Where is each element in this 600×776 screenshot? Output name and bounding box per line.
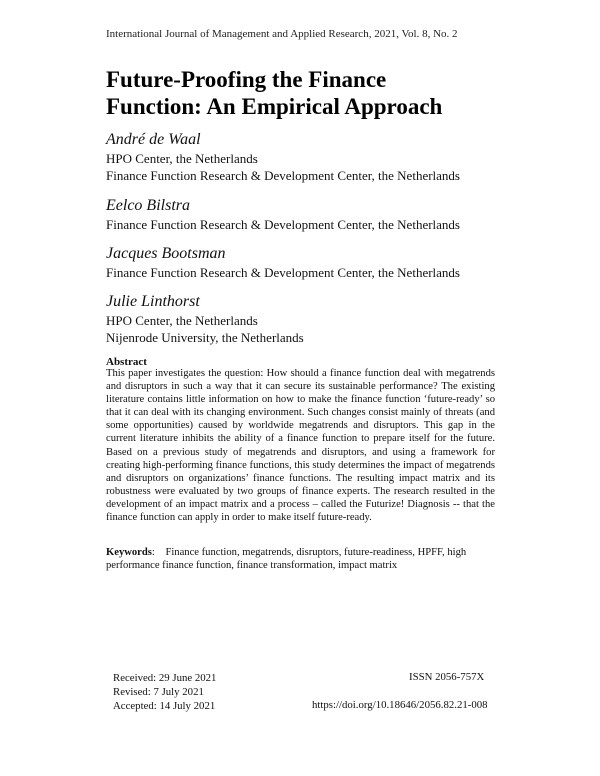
journal-header: International Journal of Management and Applied Research, 2021, Vol. 8, No. 2 xyxy=(106,28,458,40)
issn: ISSN 2056-757X xyxy=(409,671,485,683)
author-affiliation: Finance Function Research & Development Center, the Netherlands xyxy=(106,168,460,183)
author-name: Eelco Bilstra xyxy=(106,197,190,214)
author-block-2 xyxy=(106,196,460,233)
abstract-heading: Abstract xyxy=(106,356,147,368)
author-affiliation: HPO Center, the Netherlands xyxy=(106,151,258,166)
manuscript-dates xyxy=(113,671,216,713)
author-affiliation: Nijenrode University, the Netherlands xyxy=(106,330,304,345)
author-affiliation: HPO Center, the Netherlands xyxy=(106,313,258,328)
keywords-text: Finance function, megatrends, disruptors, future-readiness, HPFF, high performance finance function, finance transformation, impact matrix xyxy=(106,547,467,572)
keywords-separator: : xyxy=(151,547,155,558)
revised-date: Revised: 7 July 2021 xyxy=(113,686,204,698)
keywords-label: Keywords xyxy=(106,547,152,558)
author-block-1 xyxy=(106,130,460,184)
received-date: Received: 29 June 2021 xyxy=(113,672,217,684)
author-block-3 xyxy=(106,244,460,281)
author-block-4 xyxy=(106,292,304,346)
author-name: Jacques Bootsman xyxy=(106,245,226,262)
author-name: André de Waal xyxy=(106,131,201,148)
author-name: Julie Linthorst xyxy=(106,293,200,310)
abstract-text: This paper investigates the question: How should a finance function deal with megatrends and disruptors in such a way that it can secure its sustainable performance? The existing literature contains little information on how to make the finance function ‘future-ready’ so that it can deal with its changing environment. Such changes consist mainly of threats (and some opportunities) caused by worldwide megatrends and disruptors. This gap in the current literature inhibits the ability of a finance function to prepare itself for the future. Based on a previous study of megatrends and disruptors, and using a framework for creating high-performing finance functions, this study determines the impact of megatrends and disruptors on organizations’ finance functions. The resulting impact matrix and its robustness were evaluated by two groups of finance experts. The research resulted in the development of an impact matrix and a process – called the Futurize! Diagnosis -- that the finance function can apply in order to make itself future-ready. xyxy=(106,368,495,524)
keywords-block xyxy=(106,546,498,572)
doi-link[interactable]: https://doi.org/10.18646/2056.82.21-008 xyxy=(312,699,488,711)
author-affiliation: Finance Function Research & Development Center, the Netherlands xyxy=(106,217,460,232)
title-line-2: Function: An Empirical Approach xyxy=(106,94,443,119)
paper-title xyxy=(106,66,526,120)
author-affiliation: Finance Function Research & Development Center, the Netherlands xyxy=(106,265,460,280)
title-line-1: Future-Proofing the Finance xyxy=(106,67,387,92)
accepted-date: Accepted: 14 July 2021 xyxy=(113,700,216,712)
